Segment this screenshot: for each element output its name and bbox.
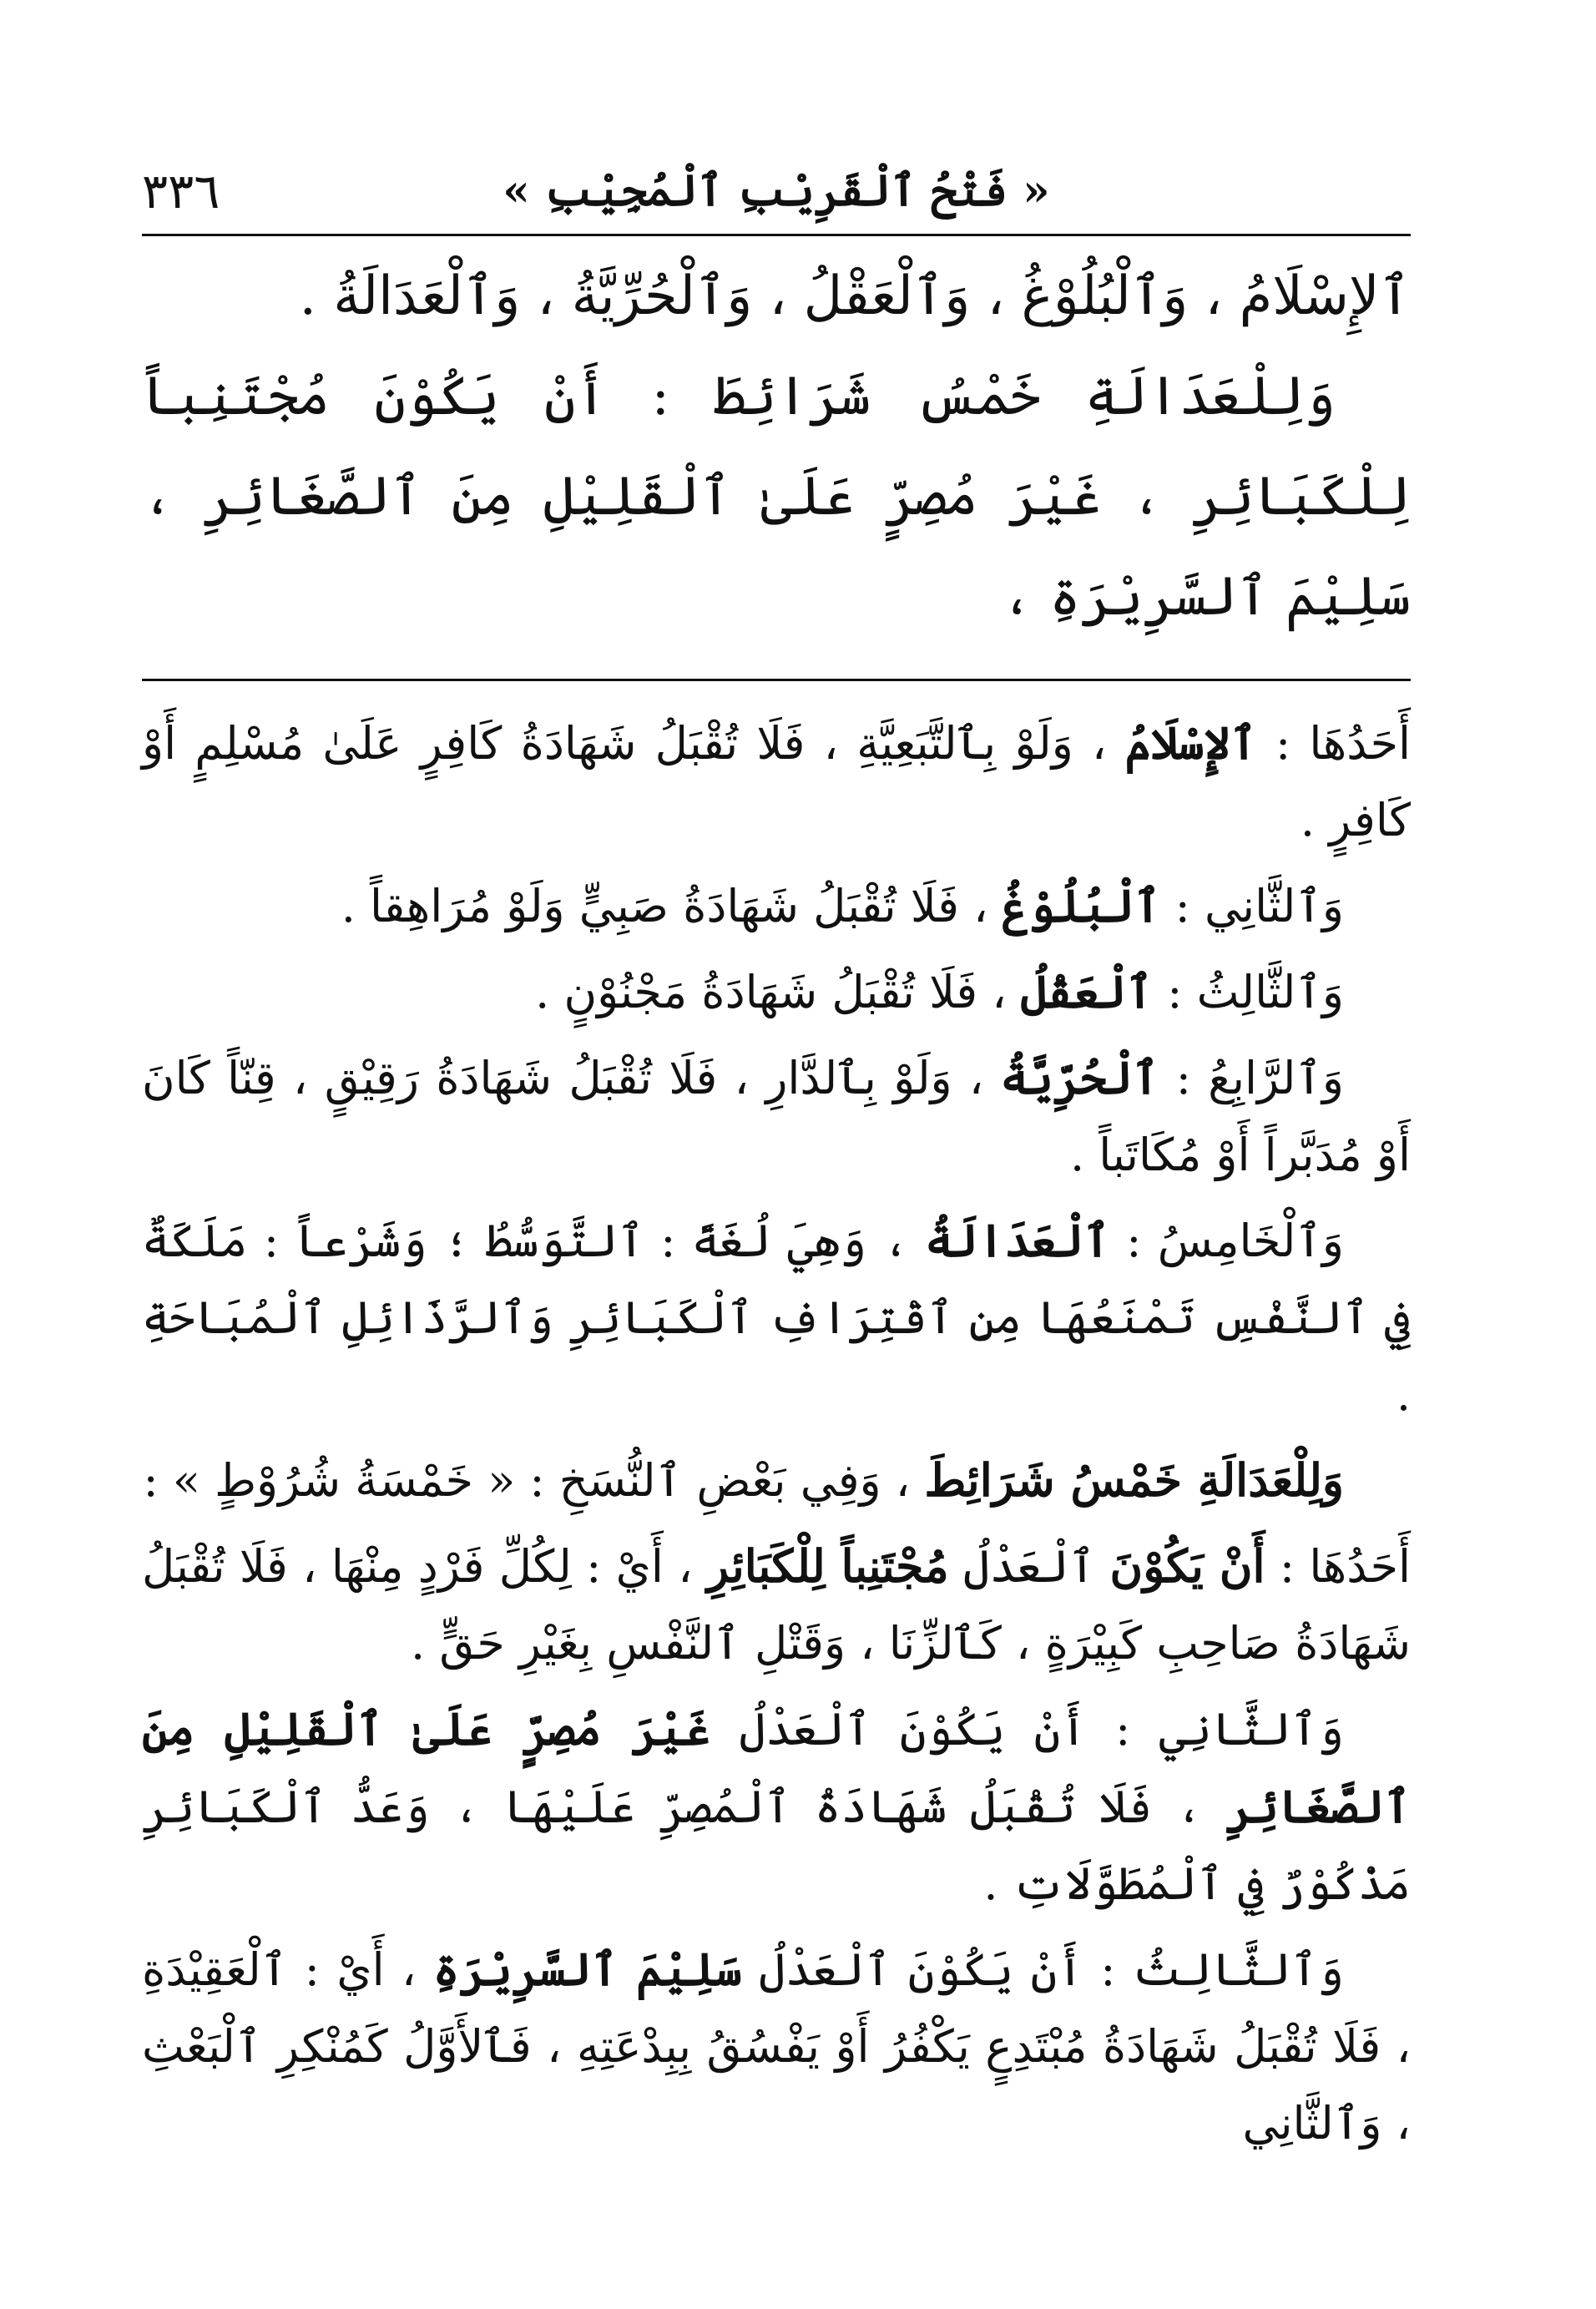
paragraph-text: ، وَهِيَ لُغَةً : ٱلتَّوَسُّطُ ؛ وَشَرْعاً : مَلَكَةٌ فِي ٱلنَّفْسِ تَمْنَعُهَا مِنِ ٱقْتِرَافِ ٱلْكَبَائِرِ وَٱلرَّذَائِلِ ٱلْمُبَاحَةِ . — [142, 1215, 1411, 1421]
bold-term: ٱلْبُلُوْغُ — [1002, 879, 1161, 932]
paragraph-text: ، فَلَا تُقْبَلُ شَهَادَةُ صَبِيٍّ وَلَوْ مُرَاهِقاً . — [341, 880, 1003, 932]
paragraph-lead: أَحَدُهَا : — [1265, 1540, 1411, 1593]
commentary-paragraph — [142, 1202, 1411, 1433]
paragraph-lead: وَٱلْخَامِسُ : — [1109, 1215, 1345, 1267]
paragraph-text: ، أَيْ : لِكُلِّ فَرْدٍ مِنْهَا ، فَلَا تُقْبَلُ شَهَادَةُ صَاحِبِ كَبِيْرَةٍ ، كَٱلزِّنَا ، وَقَتْلِ ٱلنَّفْسِ بِغَيْرِ حَقٍّ . — [142, 1540, 1411, 1670]
book-page — [142, 150, 1411, 2195]
paragraph-lead: وَٱلثَّالِثُ : — [1153, 966, 1344, 1018]
bold-term: مُجْتَنِباً لِلْكَبَائِرِ — [706, 1539, 949, 1593]
bold-term: وَلِلْعَدَالَةِ خَمْسُ شَرَائِطَ — [924, 1453, 1344, 1507]
main-text-line: ٱلإِسْلَامُ ، وَٱلْبُلُوْغُ ، وَٱلْعَقْلُ ، وَٱلْحُرِّيَّةُ ، وَٱلْعَدَالَةُ . — [299, 265, 1411, 327]
paragraph-text: ، وَفِي بَعْضِ ٱلنُّسَخِ : « خَمْسَةُ شُرُوْطٍ » : — [143, 1454, 925, 1507]
bold-term: أَنْ يَكُوْنَ — [1109, 1539, 1265, 1593]
main-text — [142, 246, 1411, 647]
commentary-paragraph — [142, 867, 1411, 945]
paragraph-text: ، أَيْ : ٱلْعَقِيْدَةِ ، فَلَا تُقْبَلُ شَهَادَةُ مُبْتَدِعٍ يَكْفُرُ أَوْ يَفْسُقُ بِبِدْعَتِهِ ، فَٱلأَوَّلُ كَمُنْكِرِ ٱلْبَعْثِ ، وَٱلثَّانِي — [142, 1943, 1411, 2150]
paragraph-lead: وَٱلثَّالِثُ : أَنْ يَكُوْنَ ٱلْعَدْلُ — [741, 1943, 1344, 1996]
page-number: ٣٣٦ — [142, 163, 220, 220]
main-text-paragraph: وَلِلْعَدَالَةِ خَمْسُ شَرَائِطَ : أَنْ يَكُوْنَ مُجْتَنِباً لِلْكَبَائِرِ ، غَيْرَ مُصِرٍّ عَلَىٰ ٱلْقَلِيْلِ مِنَ ٱلصَّغَائِرِ ، سَلِيْمَ ٱلسَّرِيْرَةِ ، — [142, 366, 1411, 628]
bold-term: سَلِيْمَ ٱلسَّرِيْرَةِ — [432, 1943, 742, 1996]
page-header — [142, 150, 1411, 236]
running-title: « فَتْحُ ٱلْقَرِيْبِ ٱلْمُجِيْبِ » — [503, 165, 1050, 216]
commentary-paragraph — [142, 1528, 1411, 1682]
paragraph-text: ، فَلَا تُقْبَلُ شَهَادَةُ مَجْنُوْنٍ . — [535, 966, 1021, 1018]
bold-term: ٱلْحُرِّيَّةُ — [1000, 1051, 1159, 1104]
paragraph-text: ، فَلَا تُقْبَلُ شَهَادَةُ ٱلْمُصِرِّ عَلَيْهَا ، وَعَدُّ ٱلْكَبَائِرِ مَذْكُوْرٌ فِي ٱلْمُطَوَّلَاتِ . — [142, 1781, 1411, 1910]
bold-term: ٱلْعَقْلُ — [1020, 965, 1154, 1018]
paragraph-text: ٱلْعَدْلُ — [948, 1540, 1110, 1593]
paragraph-text: ، وَلَوْ بِٱلدَّارِ ، فَلَا تُقْبَلُ شَهَادَةُ رَقِيْقٍ ، قِنّاً كَانَ أَوْ مُدَبَّراً أَوْ مُكَاتَباً . — [142, 1052, 1411, 1181]
bold-term: غَيْرَ مُصِرٍّ عَلَىٰ ٱلْقَلِيْلِ مِنَ ٱلصَّغَائِرِ — [142, 1702, 1411, 1833]
commentary-paragraph — [142, 1690, 1411, 1922]
paragraph-text: ، وَلَوْ بِٱلتَّبَعِيَّةِ ، فَلَا تُقْبَلُ شَهَادَةُ كَافِرٍ عَلَىٰ مُسْلِمٍ أَوْ كَافِرٍ . — [142, 717, 1411, 846]
bold-term: ٱلْعَدَالَةُ — [925, 1214, 1110, 1267]
paragraph-lead: أَحَدُهَا : — [1256, 717, 1411, 770]
commentary-paragraph — [142, 1931, 1411, 2162]
separator-rule — [142, 679, 1411, 681]
commentary-paragraph — [142, 953, 1411, 1031]
commentary-paragraph — [142, 705, 1411, 859]
commentary-paragraph — [142, 1039, 1411, 1194]
paragraph-lead: وَٱلثَّانِي : أَنْ يَكُوْنَ ٱلْعَدْلُ — [710, 1703, 1344, 1756]
commentary — [142, 705, 1411, 2162]
paragraph-lead: وَٱلثَّانِي : — [1160, 880, 1344, 932]
bold-term: ٱلإِسْلَامُ — [1124, 716, 1257, 770]
commentary-paragraph — [142, 1442, 1411, 1519]
paragraph-lead: وَٱلرَّابِعُ : — [1159, 1052, 1344, 1104]
